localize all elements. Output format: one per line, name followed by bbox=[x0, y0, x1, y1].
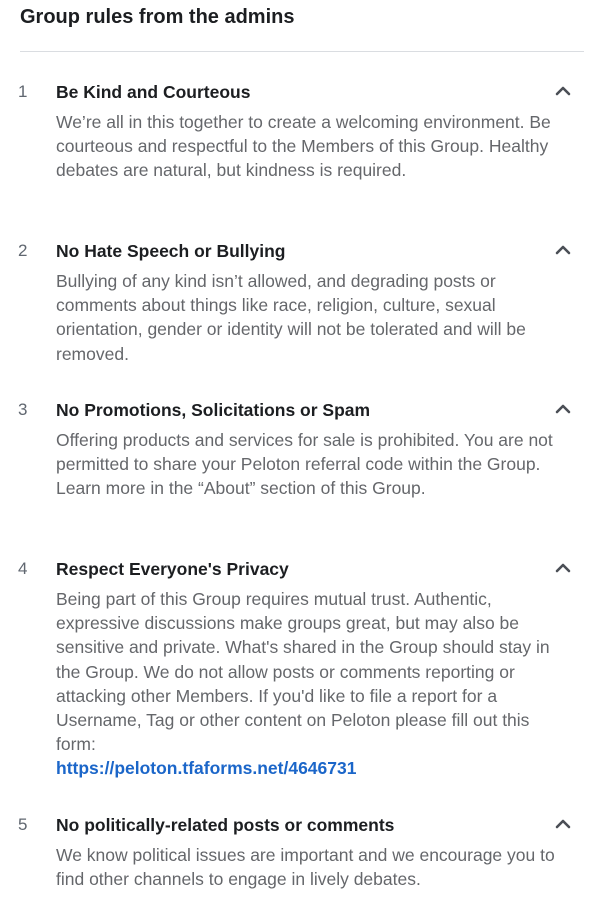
report-form-link[interactable]: https://peloton.tfaforms.net/4646731 bbox=[56, 758, 357, 779]
rule-item bbox=[0, 813, 600, 890]
rule-title: No politically-related posts or comments bbox=[56, 815, 395, 835]
chevron-up-icon[interactable] bbox=[554, 561, 572, 575]
rule-title: No Promotions, Solicitations or Spam bbox=[56, 400, 371, 420]
rule-description-text: Bullying of any kind isn’t allowed, and degrading posts or comments about things like race, religion, culture, sexual orientation, gender or identity will not be tolerated and will be removed. bbox=[56, 271, 526, 364]
rule-description bbox=[56, 843, 556, 891]
rule-item bbox=[0, 398, 600, 499]
header-divider bbox=[20, 51, 584, 52]
rule-header[interactable] bbox=[0, 398, 600, 422]
rule-header[interactable] bbox=[0, 239, 600, 263]
rule-item bbox=[0, 239, 600, 364]
rule-title: Be Kind and Courteous bbox=[56, 82, 251, 102]
rule-header[interactable] bbox=[0, 557, 600, 581]
page-title: Group rules from the admins bbox=[20, 6, 295, 28]
rule-header[interactable] bbox=[0, 813, 600, 837]
chevron-up-icon[interactable] bbox=[554, 402, 572, 416]
rule-number: 1 bbox=[18, 82, 28, 101]
rule-item bbox=[0, 557, 600, 779]
rule-title: Respect Everyone's Privacy bbox=[56, 559, 289, 579]
chevron-up-icon[interactable] bbox=[554, 84, 572, 98]
rule-description-text: Being part of this Group requires mutual trust. Authentic, expressive discussions make groups great, but may also be sensitive and private. What's shared in the Group should stay in the Group. We do not allow posts or comments reporting or attacking other Members. If you'd like to file a report for a Username, Tag or other content on Peloton please fill out this form: bbox=[56, 589, 550, 755]
rule-number: 2 bbox=[18, 241, 28, 260]
rule-description-text: We’re all in this together to create a welcoming environment. Be courteous and respectful to the Members of this Group. Healthy debates are natural, but kindness is required. bbox=[56, 112, 551, 181]
rule-number: 3 bbox=[18, 400, 28, 419]
rule-description bbox=[56, 269, 556, 366]
rule-description bbox=[56, 110, 556, 183]
chevron-up-icon[interactable] bbox=[554, 817, 572, 831]
rule-description bbox=[56, 587, 556, 781]
rule-title: No Hate Speech or Bullying bbox=[56, 241, 286, 261]
rule-item bbox=[0, 80, 600, 181]
chevron-up-icon[interactable] bbox=[554, 243, 572, 257]
rule-number: 5 bbox=[18, 815, 28, 834]
rule-header[interactable] bbox=[0, 80, 600, 104]
rule-description-text: Offering products and services for sale is prohibited. You are not permitted to share your Peloton referral code within the Group. Learn more in the “About” section of this Group. bbox=[56, 430, 553, 499]
rule-number: 4 bbox=[18, 559, 28, 578]
rule-description bbox=[56, 428, 556, 501]
rule-description-text: We know political issues are important and we encourage you to find other channels to engage in lively debates. bbox=[56, 845, 555, 890]
